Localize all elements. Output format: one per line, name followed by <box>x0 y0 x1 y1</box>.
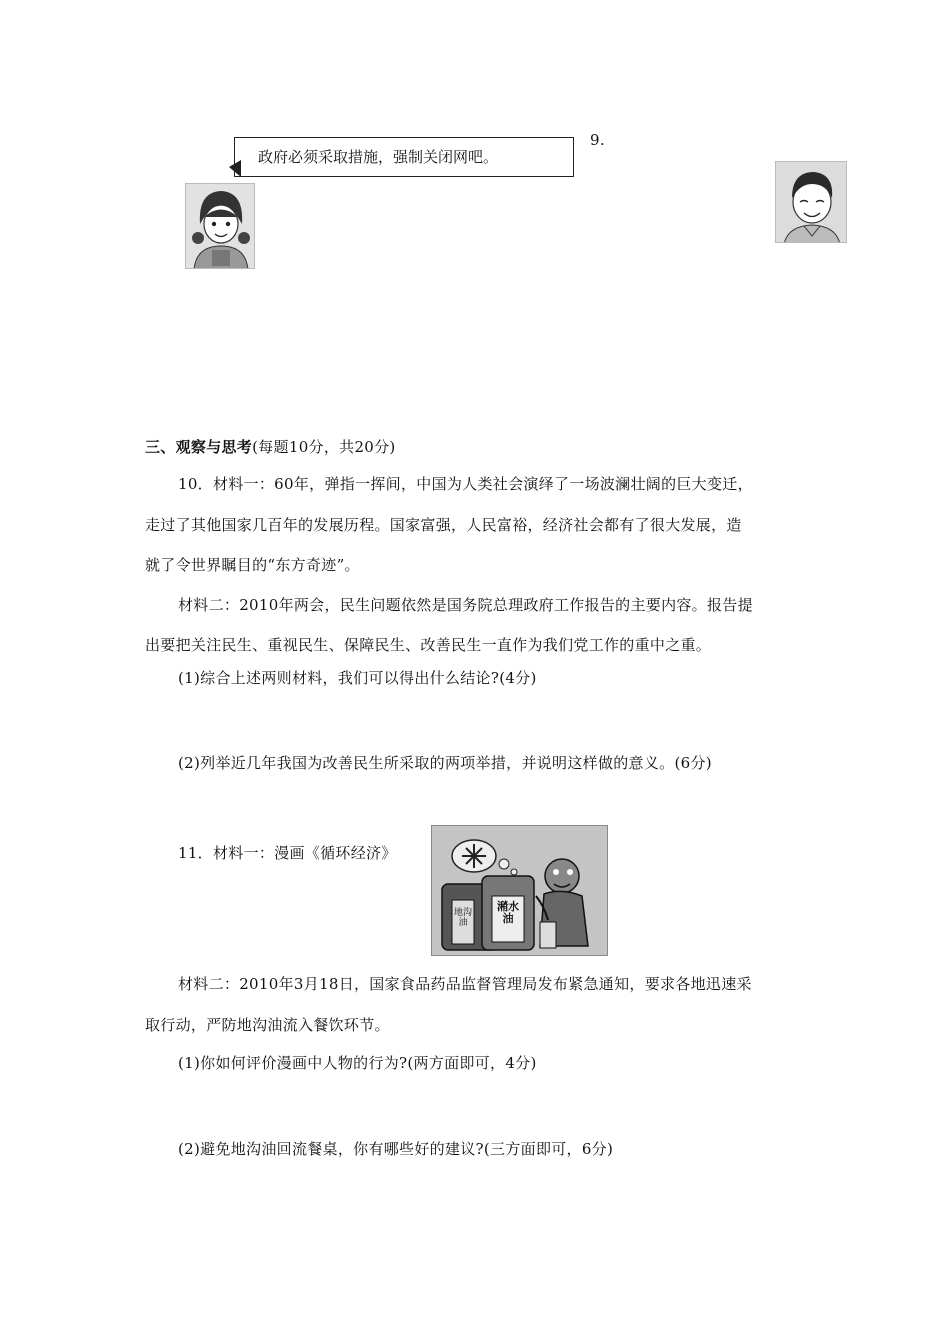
section-3-scoring: (每题10分，共20分) <box>252 438 396 456</box>
section-3-heading: 三、观察与思考 <box>145 438 253 456</box>
q11-material-2-line-1: 材料二：2010年3月18日，国家食品药品监督管理局发布紧急通知，要求各地迅速采 <box>178 975 752 993</box>
speech-bubble-tail <box>229 160 241 177</box>
q10-line-1: 10．材料一：60年，弹指一挥间，中国为人类社会演绎了一场波澜壮阔的巨大变迁， <box>178 475 753 493</box>
q11-material-2-line-2: 取行动，严防地沟油流入餐饮环节。 <box>145 1016 390 1034</box>
boy-avatar <box>775 161 847 243</box>
boy-icon <box>776 162 847 243</box>
q10-material-2-line-1: 材料二：2010年两会，民生问题依然是国务院总理政府工作报告的主要内容。报告提 <box>178 596 753 614</box>
girl-icon <box>186 184 255 269</box>
girl-avatar <box>185 183 255 269</box>
q10-subquestion-2: (2)列举近几年我国为改善民生所采取的两项举措，并说明这样做的意义。(6分) <box>178 754 712 772</box>
q11-line-1: 11．材料一：漫画《循环经济》 <box>178 844 397 862</box>
q10-line-2: 走过了其他国家几百年的发展历程。国家富强，人民富裕，经济社会都有了很大发展，造 <box>145 516 742 534</box>
circular-economy-cartoon <box>431 825 608 956</box>
speech-bubble-text: 政府必须采取措施，强制关闭网吧。 <box>258 148 499 166</box>
section-3-heading-line <box>145 437 396 457</box>
cartoon-label-swill-oil: 潲水油 <box>497 900 519 925</box>
q10-line-3: 就了令世界瞩目的“东方奇迹”。 <box>145 556 360 574</box>
q10-subquestion-1: (1)综合上述两则材料，我们可以得出什么结论?(4分) <box>178 669 537 687</box>
cartoon-label-gutter-oil: 地沟油 <box>454 908 473 928</box>
q11-subquestion-1: (1)你如何评价漫画中人物的行为?(两方面即可，4分) <box>178 1054 537 1072</box>
q11-subquestion-2: (2)避免地沟油回流餐桌，你有哪些好的建议?(三方面即可，6分) <box>178 1140 614 1158</box>
cartoon-illustration <box>432 826 608 956</box>
question-9-number: 9. <box>590 131 605 149</box>
q10-material-2-line-2: 出要把关注民生、重视民生、保障民生、改善民生一直作为我们党工作的重中之重。 <box>145 636 712 654</box>
